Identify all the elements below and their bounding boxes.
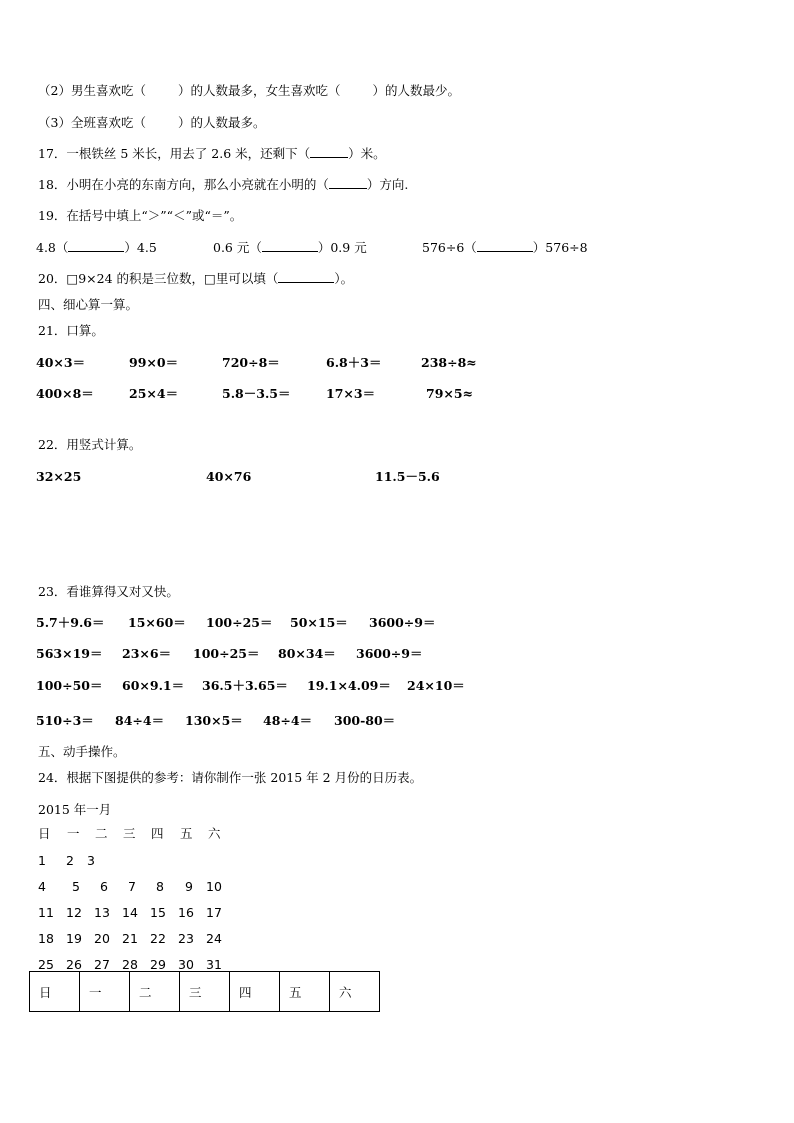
- q23-r1-c4: 50×15＝: [290, 615, 348, 630]
- header-cell-thu: 四: [230, 972, 280, 1012]
- q17-blank[interactable]: [310, 146, 348, 158]
- q23-r4-c5: 300-80＝: [334, 713, 396, 728]
- calendar-day: 29: [150, 957, 166, 972]
- header-cell-tue: 二: [130, 972, 180, 1012]
- q19-item-2-a: 0.6 元（: [213, 240, 262, 255]
- section-5-heading: 五、动手操作。: [38, 744, 126, 759]
- q23-r3-c4: 19.1×4.09＝: [307, 678, 391, 693]
- q18-blank[interactable]: [329, 177, 367, 189]
- q21-r1-c2: 99×0＝: [129, 355, 179, 370]
- calendar-day: 31: [206, 957, 222, 972]
- q19-item-1: [36, 240, 157, 256]
- calendar-day: 27: [94, 957, 110, 972]
- q21-r1-c1: 40×3＝: [36, 355, 86, 370]
- q18: [38, 177, 408, 193]
- q16-part2-text-b: ）的人数最多，女生喜欢吃（: [177, 83, 341, 98]
- q20-blank[interactable]: [278, 271, 334, 283]
- q19-item-2-b: ）0.9 元: [317, 240, 367, 255]
- q23-r1-c5: 3600÷9＝: [369, 615, 436, 630]
- calendar-day: 26: [66, 957, 82, 972]
- calendar-day: 30: [178, 957, 194, 972]
- header-cell-sun: 日: [30, 972, 80, 1012]
- calendar-day: 24: [206, 931, 222, 946]
- q23-r3-c1: 100÷50＝: [36, 678, 103, 693]
- q23-r2-c4: 80×34＝: [278, 646, 336, 661]
- q22-item-1: 32×25: [36, 469, 82, 484]
- calendar-day: 13: [94, 905, 110, 920]
- q19-item-3-b: ）576÷8: [532, 240, 588, 255]
- calendar-day: 10: [206, 879, 222, 894]
- february-calendar-table: [29, 971, 380, 1012]
- weekday-fri: 五: [180, 826, 193, 841]
- q23-r3-c3: 36.5＋3.65＝: [202, 678, 288, 693]
- q23-r2-c3: 100÷25＝: [193, 646, 260, 661]
- q22-title: 22．用竖式计算。: [38, 437, 142, 452]
- q18-text-b: ）方向.: [366, 177, 409, 192]
- q21-r2-c5: 79×5≈: [426, 386, 474, 401]
- q23-r3-c2: 60×9.1＝: [122, 678, 185, 693]
- q21-r2-c1: 400×8＝: [36, 386, 94, 401]
- q19-item-2-blank[interactable]: [262, 240, 318, 252]
- q19-title: 19．在括号中填上“＞”“＜”或“＝”。: [38, 208, 243, 223]
- q19-item-1-a: 4.8（: [36, 240, 69, 255]
- q16-part3-text-b: ）的人数最多。: [177, 115, 266, 130]
- q21-r1-c4: 6.8＋3＝: [326, 355, 382, 370]
- weekday-sat: 六: [208, 826, 221, 841]
- calendar-day: 11: [38, 905, 54, 920]
- calendar-day: 12: [66, 905, 82, 920]
- calendar-day: 7: [128, 879, 136, 894]
- calendar-day: 15: [150, 905, 166, 920]
- calendar-day: 22: [150, 931, 166, 946]
- calendar-title: 2015 年一月: [38, 802, 112, 817]
- header-cell-sat: 六: [330, 972, 380, 1012]
- q19-item-3-a: 576÷6（: [422, 240, 477, 255]
- calendar-day: 17: [206, 905, 222, 920]
- q19-item-2: [213, 240, 367, 256]
- weekday-thu: 四: [151, 826, 164, 841]
- q16-part3-text-a: （3）全班喜欢吃（: [38, 115, 146, 130]
- weekday-tue: 二: [95, 826, 108, 841]
- q23-r4-c4: 48÷4＝: [263, 713, 313, 728]
- q22-item-3: 11.5－5.6: [375, 469, 440, 484]
- header-cell-wed: 三: [180, 972, 230, 1012]
- calendar-day: 18: [38, 931, 54, 946]
- calendar-day: 16: [178, 905, 194, 920]
- weekday-sun: 日: [38, 826, 51, 841]
- calendar-day: 25: [38, 957, 54, 972]
- calendar-day: 19: [66, 931, 82, 946]
- q20-text-a: 20．□9×24 的积是三位数，□里可以填（: [38, 271, 279, 286]
- header-cell-mon: 一: [80, 972, 130, 1012]
- calendar-day: 6: [100, 879, 108, 894]
- q21-r2-c3: 5.8－3.5＝: [222, 386, 291, 401]
- q21-r1-c5: 238÷8≈: [421, 355, 477, 370]
- q23-r1-c3: 100÷25＝: [206, 615, 273, 630]
- calendar-day: 20: [94, 931, 110, 946]
- q16-part3: [38, 115, 265, 131]
- header-cell-fri: 五: [280, 972, 330, 1012]
- calendar-day: 1: [38, 853, 46, 868]
- q21-r2-c4: 17×3＝: [326, 386, 376, 401]
- q17-text-b: ）米。: [348, 146, 386, 161]
- q21-r2-c2: 25×4＝: [129, 386, 179, 401]
- calendar-day: 9: [185, 879, 193, 894]
- q19-item-3-blank[interactable]: [477, 240, 533, 252]
- q23-r2-c2: 23×6＝: [122, 646, 172, 661]
- q16-part2: [38, 83, 460, 99]
- section-4-heading: 四、细心算一算。: [38, 297, 139, 312]
- q23-r2-c1: 563×19＝: [36, 646, 103, 661]
- q23-title: 23．看谁算得又对又快。: [38, 584, 179, 599]
- q23-r3-c5: 24×10＝: [407, 678, 465, 693]
- q21-r1-c3: 720÷8＝: [222, 355, 280, 370]
- calendar-day: 21: [122, 931, 138, 946]
- weekday-mon: 一: [67, 826, 80, 841]
- q16-part2-text-c: ）的人数最少。: [372, 83, 460, 98]
- q18-text-a: 18．小明在小亮的东南方向，那么小亮就在小明的（: [38, 177, 329, 192]
- q19-item-3: [422, 240, 588, 256]
- q23-r4-c1: 510÷3＝: [36, 713, 94, 728]
- q23-r4-c2: 84÷4＝: [115, 713, 165, 728]
- q23-r1-c1: 5.7＋9.6＝: [36, 615, 105, 630]
- q23-r1-c2: 15×60＝: [128, 615, 186, 630]
- calendar-day: 2: [66, 853, 74, 868]
- q24-title: 24．根据下图提供的参考：请你制作一张 2015 年 2 月份的日历表。: [38, 770, 423, 785]
- calendar-day: 8: [156, 879, 164, 894]
- february-header-row: [30, 972, 380, 1012]
- calendar-day: 5: [72, 879, 80, 894]
- q23-r4-c3: 130×5＝: [185, 713, 243, 728]
- calendar-day: 14: [122, 905, 138, 920]
- calendar-day: 3: [87, 853, 95, 868]
- calendar-day: 28: [122, 957, 138, 972]
- calendar-day: 23: [178, 931, 194, 946]
- q16-part2-text-a: （2）男生喜欢吃（: [38, 83, 146, 98]
- q17-text-a: 17．一根铁丝 5 米长，用去了 2.6 米，还剩下（: [38, 146, 311, 161]
- q21-title: 21．口算。: [38, 323, 104, 338]
- q19-item-1-b: ）4.5: [124, 240, 157, 255]
- q20: [38, 271, 353, 287]
- calendar-day: 4: [38, 879, 46, 894]
- q22-item-2: 40×76: [206, 469, 252, 484]
- q19-item-1-blank[interactable]: [68, 240, 124, 252]
- q17: [38, 146, 386, 162]
- q23-r2-c5: 3600÷9＝: [356, 646, 423, 661]
- q20-text-b: ）。: [334, 271, 354, 286]
- weekday-wed: 三: [123, 826, 136, 841]
